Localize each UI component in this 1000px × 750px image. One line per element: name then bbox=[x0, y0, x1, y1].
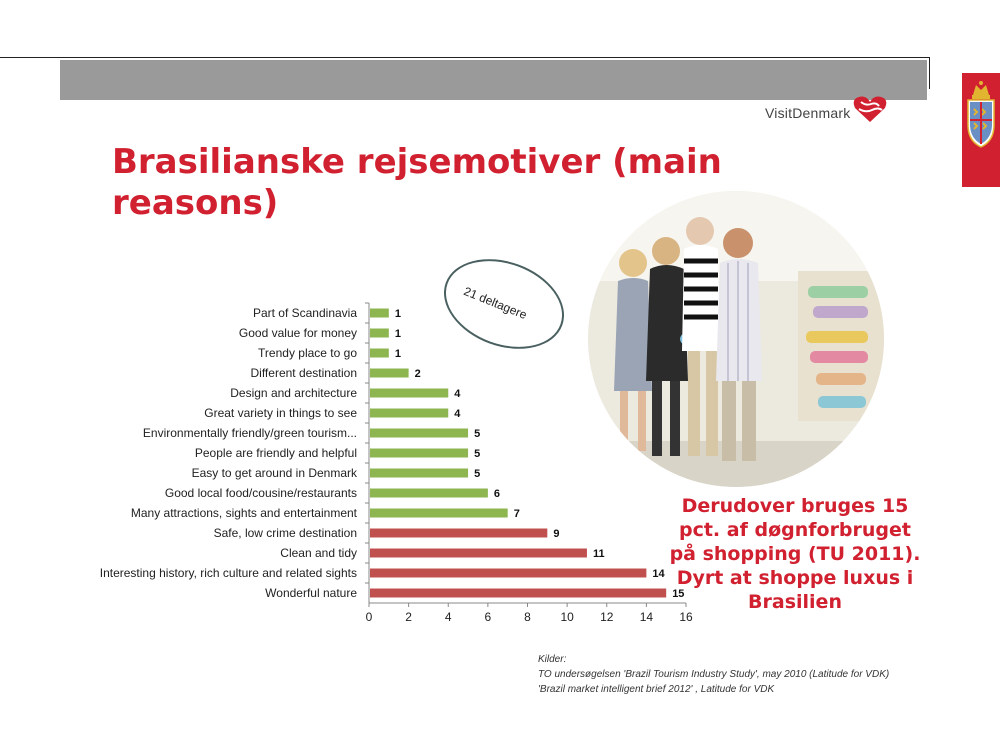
value-label: 5 bbox=[474, 428, 481, 440]
category-label: Many attractions, sights and entertainment bbox=[130, 506, 357, 520]
x-tick-label: 10 bbox=[560, 610, 574, 624]
page-title: Brasilianske rejsemotiver (main reasons) bbox=[112, 142, 722, 223]
value-label: 4 bbox=[454, 388, 461, 400]
sources-footnote bbox=[538, 652, 889, 697]
value-label: 5 bbox=[474, 448, 481, 460]
x-tick-label: 8 bbox=[524, 610, 531, 624]
value-label: 15 bbox=[672, 588, 685, 600]
sources-heading: Kilder: bbox=[538, 654, 567, 665]
bar bbox=[370, 529, 547, 538]
bar bbox=[370, 469, 468, 478]
x-tick-label: 6 bbox=[484, 610, 492, 624]
category-label: Environmentally friendly/green tourism... bbox=[142, 426, 357, 440]
category-label: People are friendly and helpful bbox=[194, 446, 357, 460]
bar bbox=[370, 309, 389, 318]
value-label: 1 bbox=[394, 308, 401, 320]
note-line: Brasilien bbox=[748, 591, 842, 613]
bar bbox=[370, 549, 587, 558]
source-line: TO undersøgelsen 'Brazil Tourism Industry Study', may 2010 (Latitude for VDK) bbox=[538, 669, 890, 680]
value-label: 7 bbox=[513, 508, 520, 520]
value-label: 4 bbox=[454, 408, 461, 420]
participants-badge-text: 21 deltagere bbox=[461, 284, 529, 322]
x-tick-label: 14 bbox=[639, 610, 654, 624]
category-label: Easy to get around in Denmark bbox=[191, 466, 357, 480]
value-label: 1 bbox=[394, 328, 401, 340]
bar bbox=[370, 509, 508, 518]
value-label: 1 bbox=[394, 348, 401, 360]
bar bbox=[370, 349, 389, 358]
value-label: 2 bbox=[414, 368, 421, 380]
x-tick-label: 12 bbox=[600, 610, 614, 624]
category-label: Clean and tidy bbox=[280, 546, 357, 560]
note-line: Derudover bruges 15 bbox=[681, 495, 909, 517]
shopping-note bbox=[655, 494, 935, 614]
value-label: 14 bbox=[652, 568, 665, 580]
x-tick-label: 0 bbox=[365, 610, 373, 624]
category-label: Part of Scandinavia bbox=[252, 306, 357, 320]
category-label: Different destination bbox=[250, 366, 357, 380]
category-label: Trendy place to go bbox=[258, 346, 357, 360]
value-label: 11 bbox=[592, 548, 605, 560]
value-label: 9 bbox=[553, 528, 560, 540]
category-label: Wonderful nature bbox=[265, 586, 357, 600]
x-tick-label: 2 bbox=[405, 610, 412, 624]
bar bbox=[370, 589, 666, 598]
note-line: på shopping (TU 2011). bbox=[669, 543, 921, 565]
bar bbox=[370, 409, 448, 418]
bar bbox=[370, 489, 488, 498]
x-tick-label: 16 bbox=[679, 610, 693, 624]
category-label: Good local food/cousine/restaurants bbox=[164, 486, 357, 500]
category-label: Safe, low crime destination bbox=[213, 526, 357, 540]
bar bbox=[370, 389, 448, 398]
note-line: pct. af døgnforbruget bbox=[678, 519, 912, 541]
bar bbox=[370, 569, 646, 578]
value-label: 6 bbox=[493, 488, 500, 500]
bar bbox=[370, 369, 409, 378]
note-line: Dyrt at shoppe luxus i bbox=[676, 567, 914, 589]
category-label: Great variety in things to see bbox=[204, 406, 357, 420]
bar bbox=[370, 449, 468, 458]
value-label: 5 bbox=[474, 468, 481, 480]
x-tick-label: 4 bbox=[444, 610, 452, 624]
category-label: Interesting history, rich culture and related sights bbox=[99, 566, 357, 580]
category-label: Good value for money bbox=[238, 326, 357, 340]
source-line: 'Brazil market intelligent brief 2012' , Latitude for VDK bbox=[538, 684, 775, 695]
brand-name: VisitDenmark bbox=[765, 105, 851, 121]
bar bbox=[370, 429, 468, 438]
bar bbox=[370, 329, 389, 338]
category-label: Design and architecture bbox=[230, 386, 357, 400]
